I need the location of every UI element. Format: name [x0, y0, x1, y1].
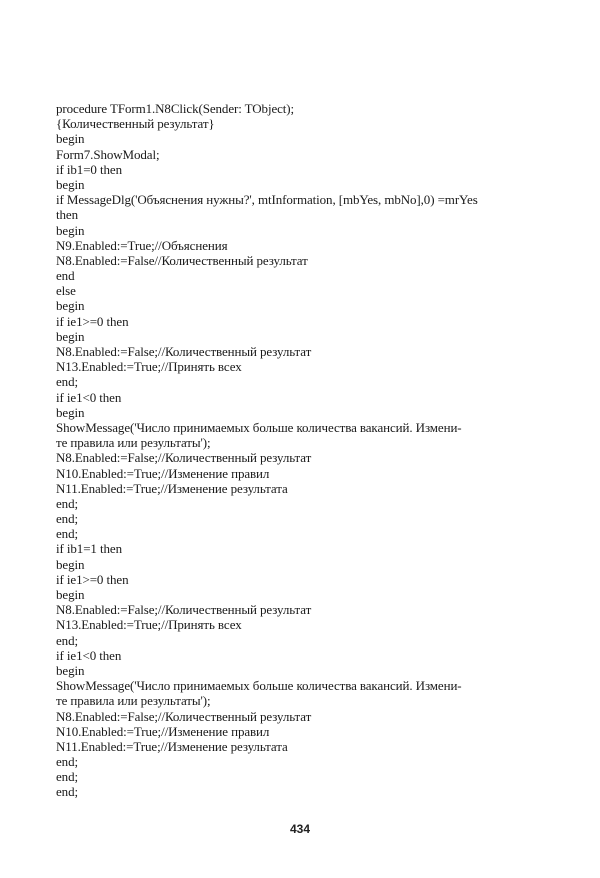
- code-line: if ie1>=0 then: [56, 571, 129, 587]
- code-line: Form7.ShowModal;: [56, 146, 160, 162]
- code-line: else: [56, 283, 76, 299]
- code-line: end;: [56, 511, 78, 527]
- code-line: begin: [56, 404, 85, 420]
- code-line: if MessageDlg('Объяснения нужны?', mtInformation, [mbYes, mbNo],0) =mrYes: [56, 192, 478, 208]
- code-line: if ib1=0 then: [56, 161, 122, 177]
- code-line: begin: [56, 222, 85, 238]
- code-line: if ib1=1 then: [56, 541, 122, 557]
- code-line: N11.Enabled:=True;//Изменение результата: [56, 480, 288, 496]
- code-line: N8.Enabled:=False;//Количественный результат: [56, 344, 312, 359]
- code-line: N13.Enabled:=True;//Принять всех: [56, 359, 242, 375]
- code-line: begin: [56, 131, 85, 147]
- code-line: then: [56, 207, 78, 223]
- code-line: end;: [56, 769, 78, 785]
- code-line: N8.Enabled:=False//Количественный результат: [56, 252, 308, 268]
- code-line: begin: [56, 556, 85, 572]
- code-line: end;: [56, 754, 78, 770]
- code-line: begin: [56, 328, 85, 344]
- code-line: N8.Enabled:=False;//Количественный результат: [56, 708, 312, 724]
- code-line: if ie1<0 then: [56, 647, 122, 663]
- code-listing: [56, 101, 556, 800]
- code-line: begin: [56, 176, 85, 192]
- code-line: N8.Enabled:=False;//Количественный результат: [56, 450, 312, 466]
- code-line: end;: [56, 495, 78, 511]
- code-line: if ie1<0 then: [56, 389, 122, 405]
- code-line: N8.Enabled:=False;//Количественный результат: [56, 602, 312, 618]
- code-line: те правила или результаты');: [56, 435, 211, 451]
- page-number: 434: [289, 822, 311, 836]
- code-line: N10.Enabled:=True;//Изменение правил: [56, 465, 270, 481]
- code-line: end;: [56, 784, 78, 800]
- code-line: begin: [56, 662, 85, 678]
- code-line: те правила или результаты');: [56, 693, 211, 709]
- code-line: ShowMessage('Число принимаемых больше количества вакансий. Измени-: [56, 419, 462, 435]
- code-line: begin: [56, 587, 85, 602]
- code-line: end;: [56, 526, 78, 542]
- code-line: if ie1>=0 then: [56, 313, 129, 329]
- code-line: N9.Enabled:=True;//Объяснения: [56, 237, 228, 253]
- code-line: procedure TForm1.N8Click(Sender: TObject);: [56, 101, 295, 116]
- code-line: end;: [56, 374, 78, 390]
- code-line: ShowMessage('Число принимаемых больше количества вакансий. Измени-: [56, 678, 462, 694]
- code-line: begin: [56, 298, 85, 314]
- code-line: N11.Enabled:=True;//Изменение результата: [56, 738, 288, 754]
- code-line: N13.Enabled:=True;//Принять всех: [56, 617, 242, 633]
- code-line: end;: [56, 632, 78, 648]
- code-line: {Количественный результат}: [56, 116, 215, 132]
- code-line: N10.Enabled:=True;//Изменение правил: [56, 723, 270, 739]
- code-line: end: [56, 268, 75, 284]
